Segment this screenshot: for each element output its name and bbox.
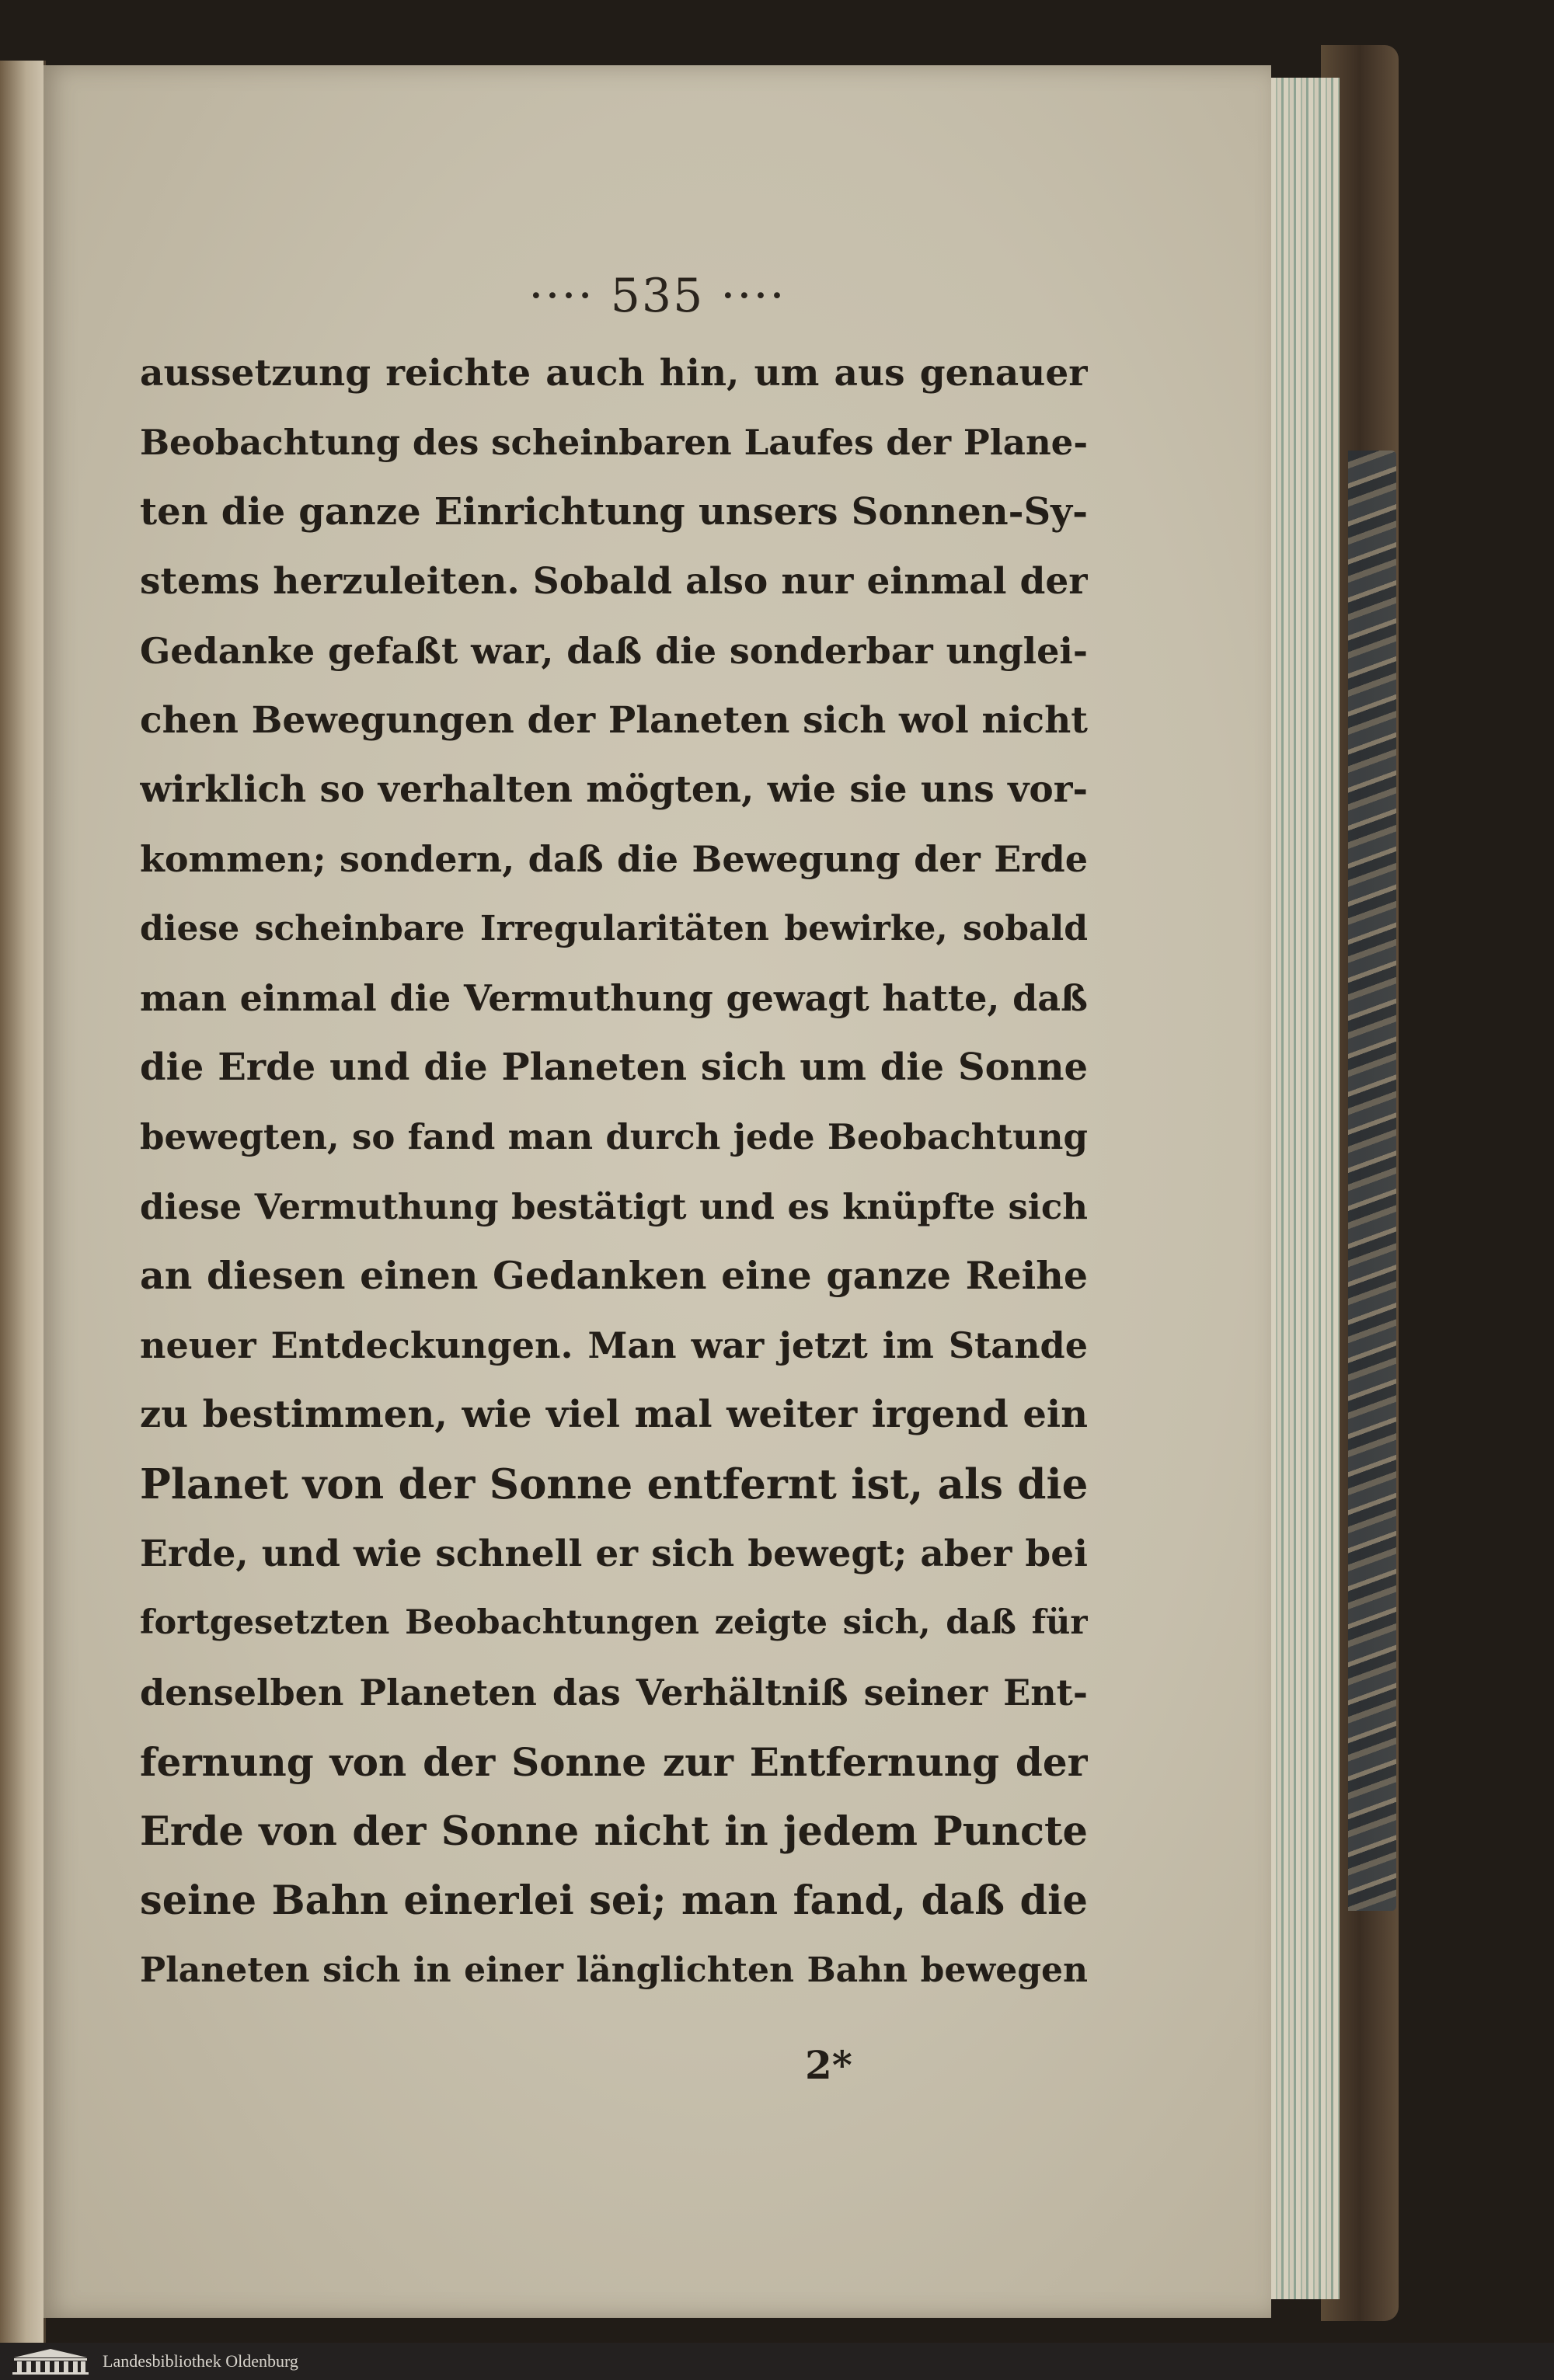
text-line: an diesen einen Gedanken eine ganze Reihe	[140, 1253, 1088, 1299]
text-line: kommen; sondern, daß die Bewegung der Erde	[140, 837, 1088, 880]
text-line: man einmal die Vermuthung gewagt hatte, daß	[140, 976, 1088, 1019]
marbled-cover	[1348, 451, 1396, 1911]
text-line: wirklich so verhalten mögten, wie sie uns vor-	[140, 768, 1088, 812]
text-line: die Erde und die Planeten sich um die Sonne	[140, 1046, 1088, 1090]
page-number: ···· 535 ····	[528, 269, 786, 323]
text-line: diese scheinbare Irregularitäten bewirke, sobald	[140, 909, 1088, 949]
facing-page-edge	[0, 61, 46, 2344]
text-line: chen Bewegungen der Planeten sich wol nicht	[140, 699, 1088, 743]
text-line: Planet von der Sonne entfernt ist, als die	[140, 1460, 1088, 1508]
text-line: Erde, und wie schnell er sich bewegt; aber bei	[140, 1532, 1088, 1575]
signature-mark: 2*	[805, 2042, 852, 2088]
library-name: Landesbibliothek Oldenburg	[103, 2351, 298, 2371]
text-line: seine Bahn einerlei sei; man fand, daß die	[140, 1877, 1088, 1924]
page-edges	[1265, 78, 1340, 2299]
text-line: stems herzuleiten. Sobald also nur einmal der	[140, 560, 1088, 604]
text-line: bewegten, so fand man durch jede Beobachtung	[140, 1116, 1088, 1158]
text-line: Gedanke gefaßt war, daß die sonderbar unglei-	[140, 629, 1088, 672]
body-text	[140, 339, 1088, 2006]
text-line: fernung von der Sonne zur Entfernung der	[140, 1739, 1088, 1786]
text-line: Beobachtung des scheinbaren Laufes der Plane-	[140, 422, 1088, 464]
text-line: Planeten sich in einer länglichten Bahn bewegen	[140, 1950, 1088, 1991]
text-line: zu bestimmen, wie viel mal weiter irgend ein	[140, 1393, 1088, 1437]
text-line: Erde von der Sonne nicht in jedem Puncte	[140, 1808, 1088, 1855]
text-line: aussetzung reichte auch hin, um aus genauer	[140, 352, 1088, 395]
book-page	[44, 65, 1271, 2318]
text-line: denselben Planeten das Verhältniß seiner Ent-	[140, 1671, 1088, 1714]
text-line: neuer Entdeckungen. Man war jetzt im Stande	[140, 1324, 1088, 1366]
text-line: diese Vermuthung bestätigt und es knüpfte sich	[140, 1185, 1088, 1227]
text-line: ten die ganze Einrichtung unsers Sonnen-Sy-	[140, 489, 1088, 534]
library-building-icon	[8, 2347, 93, 2376]
text-line: fortgesetzten Beobachtungen zeigte sich, daß für	[140, 1603, 1088, 1643]
